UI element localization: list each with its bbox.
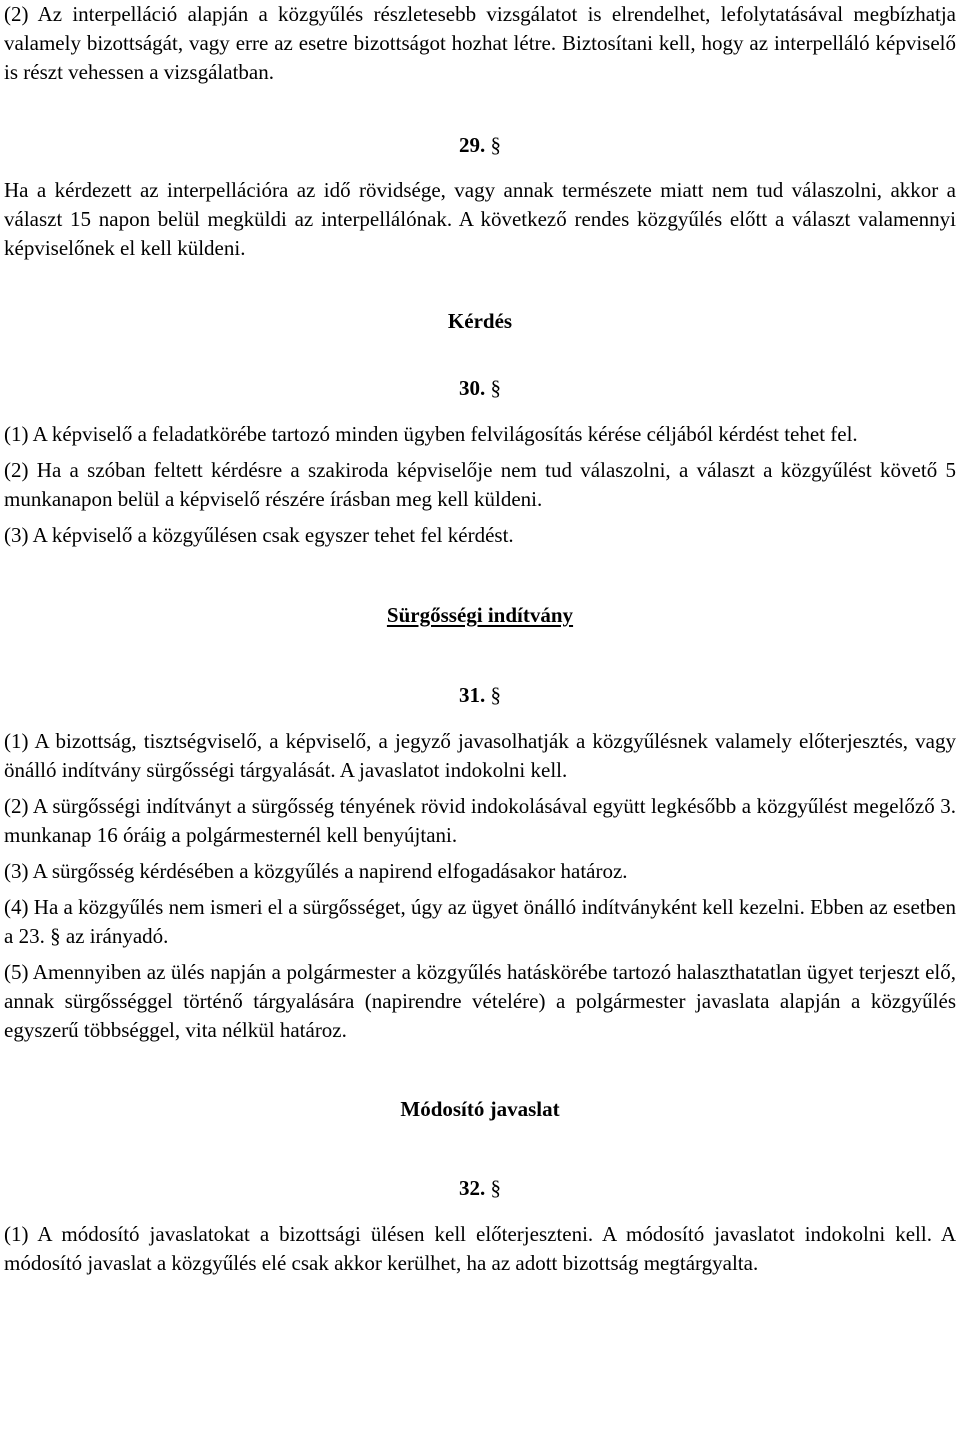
paragraph-31-2: (2) A sürgősségi indítványt a sürgősség tényének rövid indokolásával együtt legkésőbb a közgyűlést megelőző 3. munkanap 16 óráig a polgármesternél kell benyújtani. <box>4 794 956 847</box>
paragraph-30-3: (3) A képviselő a közgyűlésen csak egyszer tehet fel kérdést. <box>4 523 514 547</box>
paragraph-30-1: (1) A képviselő a feladatkörébe tartozó minden ügyben felvilágosítás kérése céljából kérdést tehet fel. <box>4 422 858 446</box>
paragraph-31-5: (5) Amennyiben az ülés napján a polgármester a közgyűlés hatáskörébe tartozó halaszthatatlan ügyet terjeszt elő, annak sürgősséggel történő tárgyalására (napirendre vételére) a polgármester javaslata alapján a közgyűlés egyszerű többséggel, vita nélkül határoz. <box>4 960 956 1042</box>
section-number-32 <box>4 1174 956 1203</box>
heading-modosito-javaslat: Módosító javaslat <box>400 1097 560 1121</box>
paragraph-mark-icon: § <box>490 1176 501 1200</box>
section-number: 31. <box>459 683 486 707</box>
paragraph-28-2: (2) Az interpelláció alapján a közgyűlés részletesebb vizsgálatot is elrendelhet, lefolytatásával megbízhatja valamely bizottságát, vagy erre az esetre bizottságot hozhat létre. Biztosítani kell, hogy az interpelláló képviselő is részt vehessen a vizsgálatban. <box>4 2 956 84</box>
paragraph-31-4: (4) Ha a közgyűlés nem ismeri el a sürgősséget, úgy az ügyet önálló indítványként kell kezelni. Ebben az esetben a 23. § az irányadó. <box>4 895 956 948</box>
heading-surgossegi-inditvany <box>4 601 956 630</box>
heading-text: Sürgősségi indítvány <box>386 603 574 627</box>
paragraph-31-3: (3) A sürgősség kérdésében a közgyűlés a napirend elfogadásakor határoz. <box>4 859 628 883</box>
paragraph-30-2: (2) Ha a szóban feltett kérdésre a szakiroda képviselője nem tud válaszolni, a választ a közgyűlést követő 5 munkanapon belül a képviselő részére írásban meg kell küldeni. <box>4 458 956 511</box>
paragraph-mark-icon: § <box>490 376 501 400</box>
section-number: 29. <box>459 133 486 157</box>
section-number-30 <box>4 374 956 403</box>
paragraph-31-1: (1) A bizottság, tisztségviselő, a képviselő, a jegyző javasolhatják a közgyűlésnek valamely előterjesztés, vagy önálló indítvány sürgősségi tárgyalását. A javaslatot indokolni kell. <box>4 729 956 782</box>
paragraph-mark-icon: § <box>490 133 501 157</box>
section-number: 30. <box>459 376 486 400</box>
heading-kerdes: Kérdés <box>447 309 513 333</box>
section-number: 32. <box>459 1176 486 1200</box>
section-number-31 <box>4 681 956 710</box>
paragraph-32-1: (1) A módosító javaslatokat a bizottsági ülésen kell előterjeszteni. A módosító javaslatot indokolni kell. A módosító javaslat a közgyűlés elé csak akkor kerülhet, ha az adott bizottság megtárgyalta. <box>4 1222 956 1275</box>
section-number-29 <box>4 131 956 160</box>
paragraph-mark-icon: § <box>490 683 501 707</box>
paragraph-29: Ha a kérdezett az interpellációra az idő rövidsége, vagy annak természete miatt nem tud válaszolni, akkor a választ 15 napon belül megküldi az interpellálónak. A következő rendes közgyűlés előtt a választ valamennyi képviselőnek el kell küldeni. <box>4 178 956 260</box>
